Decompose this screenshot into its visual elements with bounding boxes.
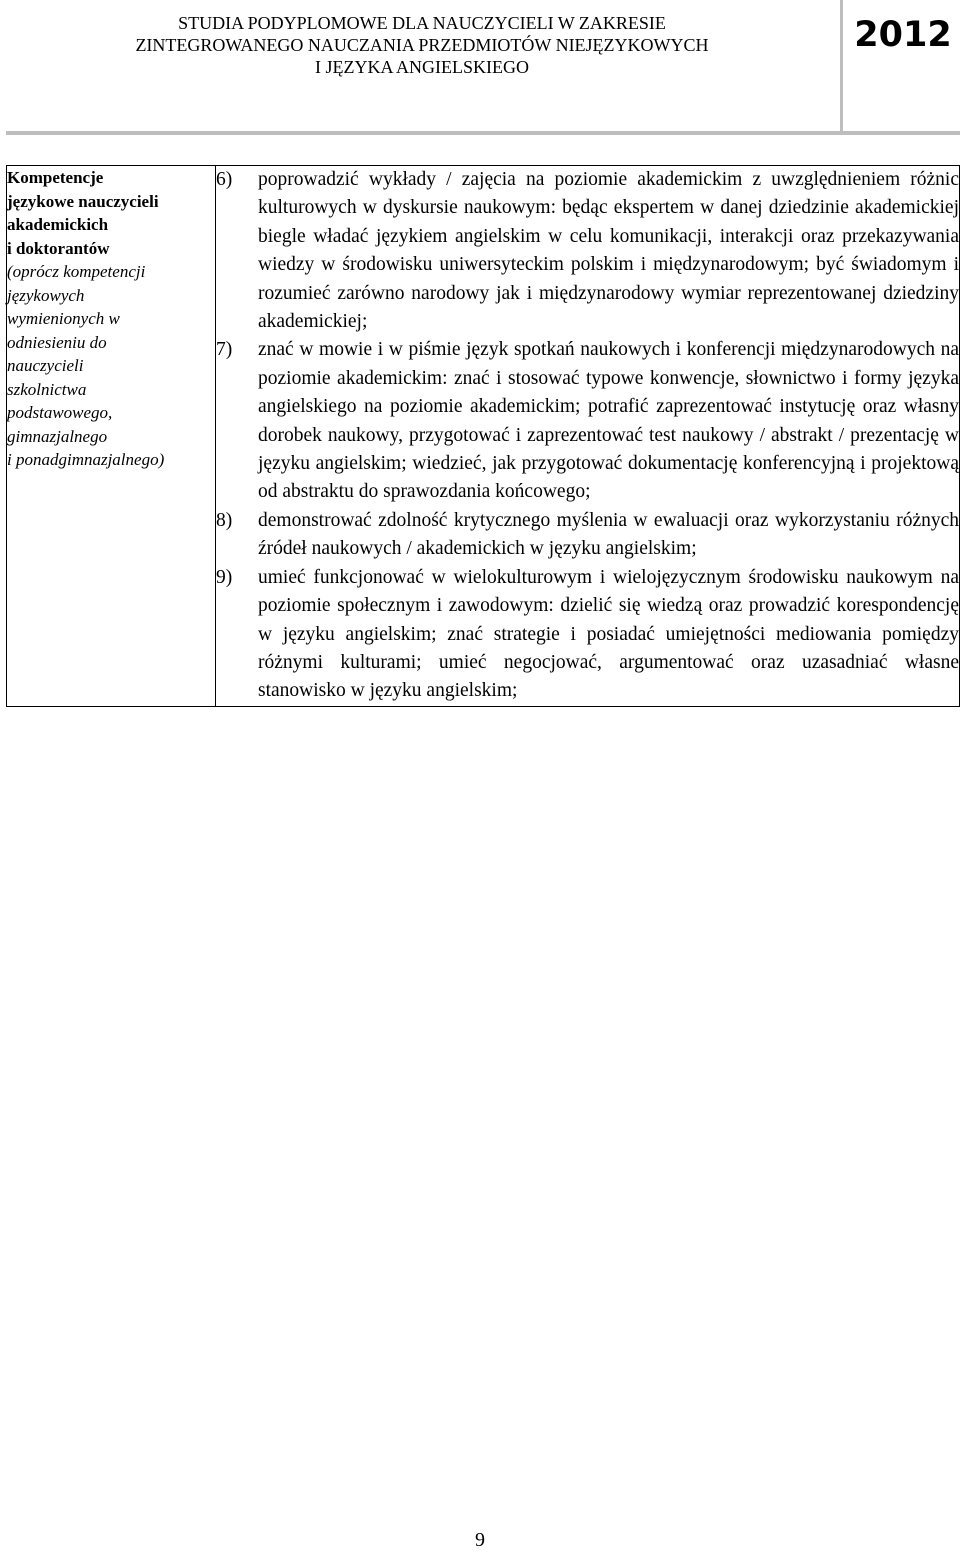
header-title — [0, 12, 844, 78]
list-item-text: demonstrować zdolność krytycznego myślenia w ewaluacji oraz wykorzystaniu różnych źródeł naukowych / akademickich w języku angielskim; — [258, 509, 959, 560]
list-item-number: 8) — [216, 509, 233, 531]
header-year: 2012 — [854, 15, 952, 55]
category-note-line: (oprócz kompetencji — [7, 262, 146, 281]
list-item-text: umieć funkcjonować w wielokulturowym i wielojęzycznym środowisku naukowym na poziomie społecznym i zawodowym: dzielić się wiedzą oraz prowadzić korespondencję w języku angielskim; znać strategie i posiadać umiejętności mediowania pomiędzy różnymi kulturami; umieć negocjować, argumentować oraz uzasadniać własne stanowisko w języku angielskim; — [258, 566, 959, 702]
header-divider-horizontal — [6, 131, 960, 135]
competency-category-cell — [7, 166, 216, 707]
competency-list-cell — [216, 166, 960, 707]
category-title-line: Kompetencje — [7, 168, 104, 187]
list-item-number: 6) — [216, 169, 233, 190]
category-title-line: i doktorantów — [7, 238, 110, 258]
page-number: 9 — [475, 1529, 485, 1551]
list-item-text: znać w mowie i w piśmie język spotkań naukowych i konferencji międzynarodowych na poziomie akademickim: znać i stosować typowe konwencje, słownictwo i formy języka angielskiego na poziomie akademickim; potrafić zaprezentować instytucję oraz własny dorobek naukowy, przygotować i zaprezentować test naukowy / abstrakt / prezentację w języku angielskim; wiedzieć, jak przygotować dokumentację konferencyjną i projektową od abstraktu do sprawozdania końcowego; — [258, 339, 959, 503]
category-note-line: i ponadgimnazjalnego) — [7, 450, 165, 469]
list-item — [216, 336, 959, 506]
list-item-number: 9) — [216, 566, 233, 588]
list-item — [216, 507, 959, 564]
header-title-line: STUDIA PODYPLOMOWE DLA NAUCZYCIELI W ZAKRESIE — [178, 13, 666, 33]
category-note-line: nauczycieli — [7, 356, 84, 375]
category-note-line: odniesieniu do — [7, 332, 107, 352]
category-note-line: podstawowego, — [7, 403, 113, 422]
category-title-line: językowe nauczycieli — [7, 191, 159, 211]
list-item-text: poprowadzić wykłady / zajęcia na poziomie akademickim z uwzględnieniem różnic kulturowych w dyskursie naukowym: będąc ekspertem w danej dziedzinie akademickiej biegle władać językiem angielskim w celu komunikacji, interakcji oraz przekazywania wiedzy w środowisku uniwersyteckim polskim i międzynarodowym; być świadomym i rozumieć zarówno narodowy jak i międzynarodowy wymiar reprezentowanej dziedziny akademickiej; — [258, 169, 959, 333]
header-divider-vertical — [840, 0, 843, 134]
list-item — [216, 166, 959, 336]
category-note-line: gimnazjalnego — [7, 426, 108, 446]
page-header — [0, 0, 960, 136]
list-item — [216, 564, 959, 706]
category-note-line: wymienionych w — [7, 309, 120, 328]
competency-category-title — [7, 166, 215, 260]
header-title-line: I JĘZYKA ANGIELSKIEGO — [315, 57, 529, 77]
category-note-line: szkolnictwa — [7, 379, 87, 399]
competency-category-note — [7, 260, 215, 472]
list-item-number: 7) — [216, 339, 233, 361]
category-title-line: akademickich — [7, 215, 109, 234]
table-row — [7, 166, 960, 707]
header-title-line: ZINTEGROWANEGO NAUCZANIA PRZEDMIOTÓW NIEJĘZYKOWYCH — [135, 35, 709, 55]
competencies-table — [6, 165, 960, 707]
category-note-line: językowych — [7, 285, 85, 305]
